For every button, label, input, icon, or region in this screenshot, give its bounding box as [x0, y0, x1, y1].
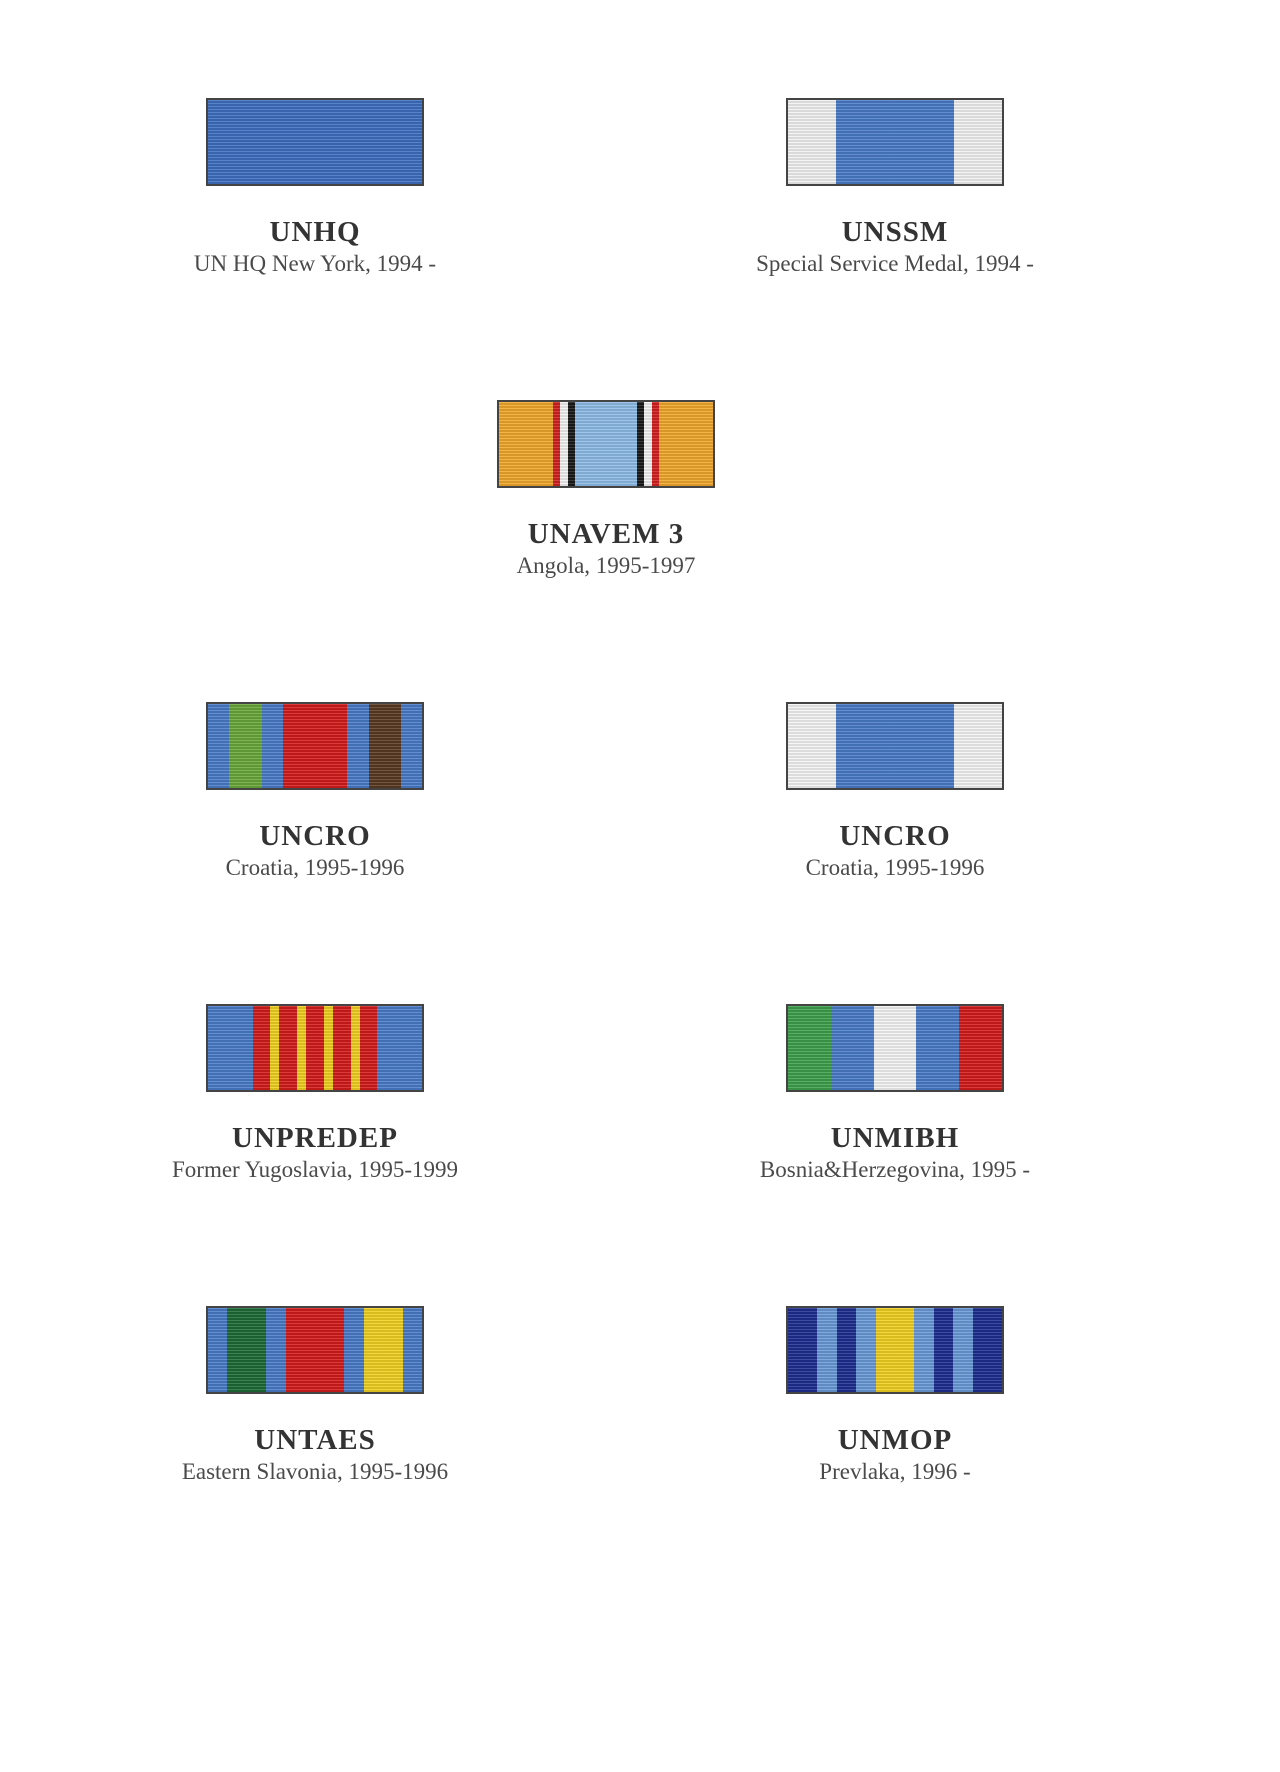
ribbon-stripe [377, 1006, 422, 1090]
ribbon-stripe [208, 704, 229, 788]
ribbon-stripe [333, 1006, 351, 1090]
ribbon-item-unmop [685, 1306, 1105, 1486]
ribbon-abbreviation: UNTAES [254, 1424, 376, 1456]
ribbon-bar [786, 702, 1004, 790]
ribbon-abbreviation: UNCRO [259, 820, 371, 852]
ribbon-stripe [973, 1308, 1002, 1392]
ribbon-stripe [837, 1308, 856, 1392]
ribbon-stripe [364, 1308, 403, 1392]
ribbon-item-uncro-2 [685, 702, 1105, 882]
ribbon-stripe [836, 100, 955, 184]
ribbon-stripe [934, 1308, 953, 1392]
ribbon-stripe [560, 402, 568, 486]
ribbon-stripe [914, 1308, 933, 1392]
ribbon-stripe [856, 1308, 875, 1392]
ribbon-stripe [836, 704, 955, 788]
ribbon-item-unhq [105, 98, 525, 278]
ribbon-bar [206, 1004, 424, 1092]
ribbon-bar [786, 98, 1004, 186]
ribbon-description: Bosnia&Herzegovina, 1995 - [759, 1157, 1031, 1182]
ribbon-stripe [262, 704, 283, 788]
ribbon-stripe [876, 1308, 915, 1392]
ribbon-description: Eastern Slavonia, 1995-1996 [181, 1459, 449, 1484]
ribbon-stripe [229, 704, 261, 788]
ribbon-stripe [954, 704, 1002, 788]
ribbon-description: Croatia, 1995-1996 [225, 855, 405, 880]
ribbon-stripe [637, 402, 645, 486]
ribbon-abbreviation: UNHQ [269, 216, 361, 248]
ribbon-abbreviation: UNSSM [841, 216, 949, 248]
ribbon-abbreviation: UNMIBH [830, 1122, 960, 1154]
ribbon-stripe [369, 704, 401, 788]
ribbon-stripe [347, 704, 368, 788]
ribbon-description: UN HQ New York, 1994 - [193, 251, 437, 276]
ribbon-stripe [344, 1308, 363, 1392]
ribbon-stripe [208, 1308, 227, 1392]
ribbon-description: Prevlaka, 1996 - [819, 1459, 971, 1484]
ribbon-stripe [253, 1006, 271, 1090]
ribbon-bar [206, 702, 424, 790]
ribbon-stripe [954, 100, 1002, 184]
ribbon-stripe [360, 1006, 378, 1090]
ribbon-stripe [959, 1006, 1002, 1090]
ribbon-stripe [916, 1006, 959, 1090]
ribbon-stripe [297, 1006, 306, 1090]
ribbon-item-unpredep [105, 1004, 525, 1184]
ribbon-description: Former Yugoslavia, 1995-1999 [172, 1157, 458, 1182]
ribbon-bar [786, 1004, 1004, 1092]
ribbon-stripe [279, 1006, 297, 1090]
ribbon-abbreviation: UNAVEM 3 [527, 518, 685, 550]
ribbon-abbreviation: UNPREDEP [232, 1122, 398, 1154]
ribbon-stripe [817, 1308, 836, 1392]
ribbon-item-unssm [685, 98, 1105, 278]
ribbon-stripe [788, 704, 836, 788]
ribbon-stripe [499, 402, 553, 486]
ribbon-stripe [208, 100, 422, 184]
ribbon-item-unmibh [685, 1004, 1105, 1184]
ribbon-item-untaes [105, 1306, 525, 1486]
ribbon-bar [206, 1306, 424, 1394]
ribbon-description: Angola, 1995-1997 [516, 553, 696, 578]
ribbon-stripe [306, 1006, 324, 1090]
ribbon-stripe [286, 1308, 344, 1392]
ribbon-stripe [652, 402, 660, 486]
ribbon-stripe [227, 1308, 266, 1392]
ribbon-stripe [568, 402, 576, 486]
ribbon-stripe [788, 1006, 831, 1090]
ribbon-abbreviation: UNCRO [839, 820, 951, 852]
ribbon-bar [497, 400, 715, 488]
ribbon-stripe [266, 1308, 285, 1392]
ribbon-stripe [324, 1006, 333, 1090]
ribbon-stripe [644, 402, 652, 486]
ribbon-stripe [553, 402, 561, 486]
ribbon-stripe [283, 704, 347, 788]
ribbon-stripe [401, 704, 422, 788]
ribbon-stripe [788, 1308, 817, 1392]
ribbon-stripe [403, 1308, 422, 1392]
ribbon-stripe [953, 1308, 972, 1392]
ribbon-bar [206, 98, 424, 186]
ribbon-abbreviation: UNMOP [837, 1424, 953, 1456]
ribbon-stripe [831, 1006, 874, 1090]
ribbon-stripe [208, 1006, 253, 1090]
ribbon-description: Croatia, 1995-1996 [805, 855, 985, 880]
ribbon-stripe [575, 402, 636, 486]
ribbon-stripe [788, 100, 836, 184]
ribbon-bar [786, 1306, 1004, 1394]
ribbon-item-unavem3 [396, 400, 816, 580]
ribbon-item-uncro-1 [105, 702, 525, 882]
ribbon-stripe [351, 1006, 360, 1090]
ribbon-stripe [270, 1006, 279, 1090]
ribbon-stripe [659, 402, 713, 486]
ribbon-stripe [874, 1006, 917, 1090]
ribbon-description: Special Service Medal, 1994 - [756, 251, 1034, 276]
